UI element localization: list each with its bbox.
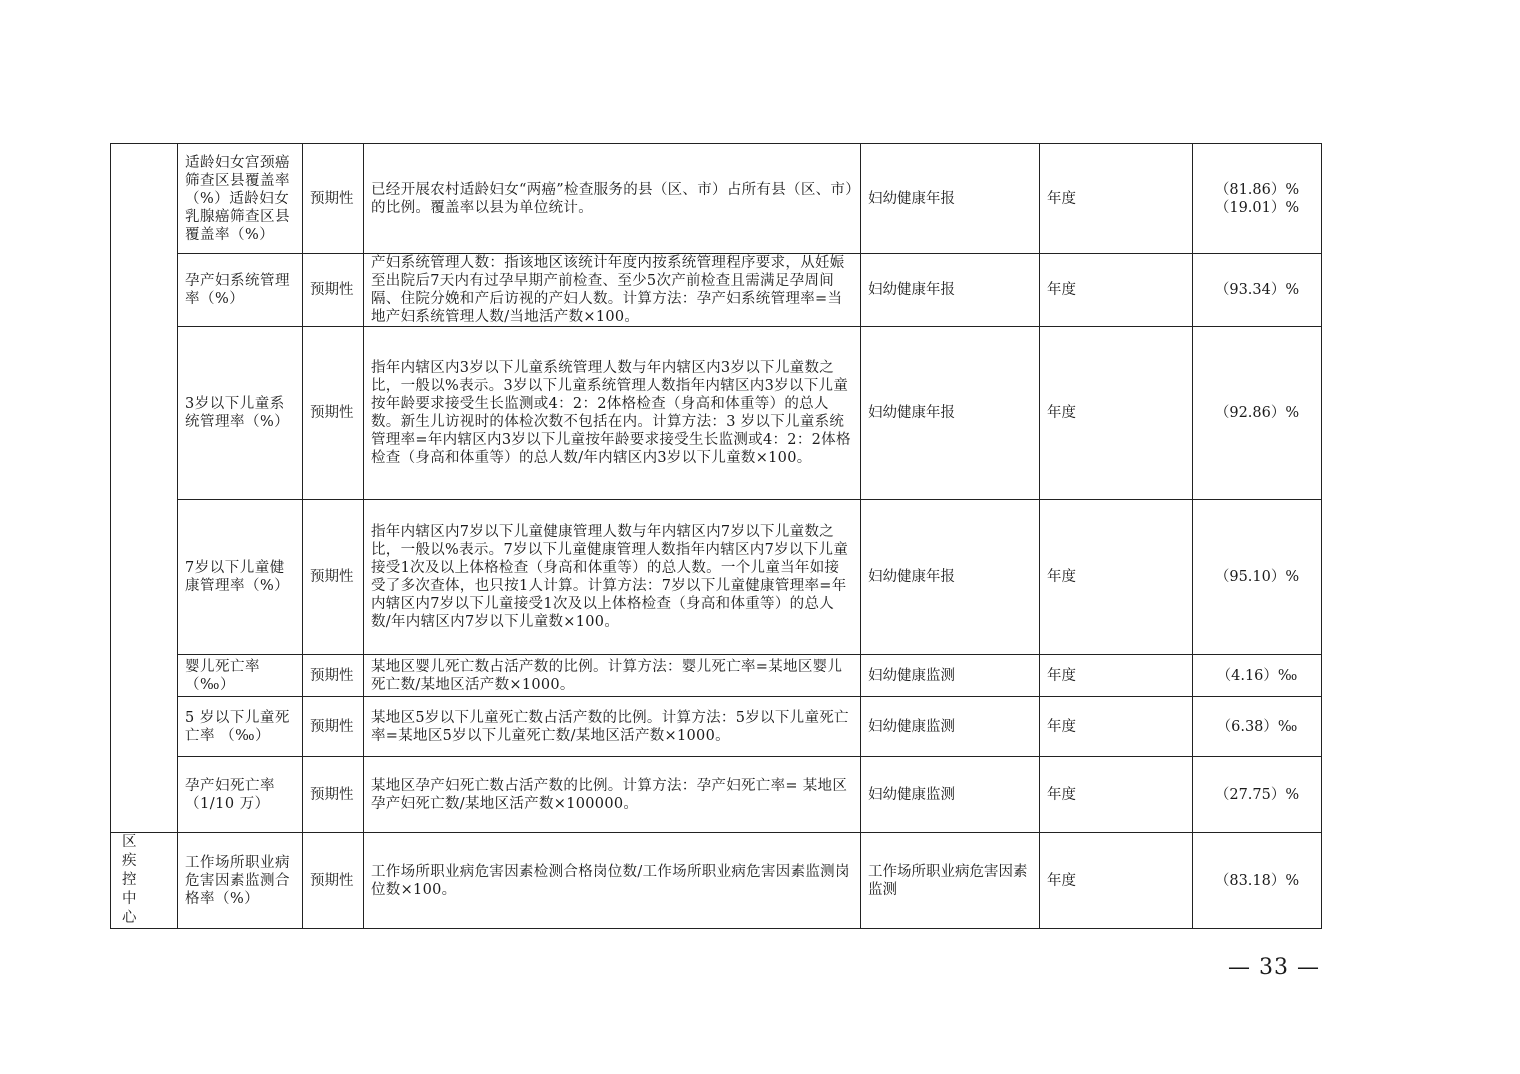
data-source: 妇幼健康年报 — [861, 254, 1040, 327]
baseline-value: （92.86）% — [1193, 327, 1322, 500]
data-source: 妇幼健康监测 — [861, 697, 1040, 757]
indicator-name: 工作场所职业病危害因素监测合格率（%） — [178, 833, 303, 929]
statistic-period: 年度 — [1040, 500, 1193, 655]
indicator-name: 孕产妇系统管理率（%） — [178, 254, 303, 327]
indicator-attribute: 预期性 — [303, 144, 364, 254]
statistic-period: 年度 — [1040, 833, 1193, 929]
indicator-name: 7岁以下儿童健康管理率（%） — [178, 500, 303, 655]
indicator-definition: 某地区5岁以下儿童死亡数占活产数的比例。计算方法：5岁以下儿童死亡率=某地区5岁以下儿童死亡数/某地区活产数×1000。 — [364, 697, 861, 757]
table-row — [111, 757, 1322, 833]
category-label: 区疾控中心 — [122, 834, 151, 926]
page-number: — 33 — — [1228, 955, 1320, 980]
baseline-value — [1193, 144, 1322, 254]
indicator-name: 孕产妇死亡率（1/10 万） — [178, 757, 303, 833]
indicator-definition: 已经开展农村适龄妇女“两癌”检查服务的县（区、市）占所有县（区、市）的比例。覆盖率以县为单位统计。 — [364, 144, 861, 254]
indicator-name: 5 岁以下儿童死亡率 （‰） — [178, 697, 303, 757]
baseline-value: （27.75）% — [1193, 757, 1322, 833]
indicator-attribute: 预期性 — [303, 254, 364, 327]
baseline-value: （83.18）% — [1193, 833, 1322, 929]
data-source: 妇幼健康监测 — [861, 757, 1040, 833]
indicator-definition: 产妇系统管理人数：指该地区该统计年度内按系统管理程序要求，从妊娠至出院后7天内有过孕早期产前检查、至少5次产前检查且需满足孕周间隔、住院分娩和产后访视的产妇人数。计算方法：孕产妇系统管理率=当地产妇系统管理人数/当地活产数×100。 — [364, 254, 861, 327]
statistic-period: 年度 — [1040, 144, 1193, 254]
indicator-attribute: 预期性 — [303, 697, 364, 757]
indicator-attribute: 预期性 — [303, 757, 364, 833]
data-source: 妇幼健康监测 — [861, 655, 1040, 697]
table-row — [111, 144, 1322, 254]
indicator-definition: 指年内辖区内7岁以下儿童健康管理人数与年内辖区内7岁以下儿童数之比，一般以%表示。7岁以下儿童健康管理人数指年内辖区内7岁以下儿童接受1次及以上体格检查（身高和体重等）的总人数。一个儿童当年如接受了多次查体，也只按1人计算。计算方法：7岁以下儿童健康管理率=年内辖区内7岁以下儿童接受1次及以上体格检查（身高和体重等）的总人数/年内辖区内7岁以下儿童数×100。 — [364, 500, 861, 655]
baseline-value-breast: （19.01）% — [1214, 199, 1300, 216]
indicator-definition: 工作场所职业病危害因素检测合格岗位数/工作场所职业病危害因素监测岗位数×100。 — [364, 833, 861, 929]
indicator-attribute: 预期性 — [303, 833, 364, 929]
indicator-table — [110, 143, 1322, 929]
indicator-definition: 某地区孕产妇死亡数占活产数的比例。计算方法：孕产妇死亡率= 某地区孕产妇死亡数/某地区活产数×100000。 — [364, 757, 861, 833]
category-cell — [111, 144, 178, 833]
table-row — [111, 655, 1322, 697]
table-row — [111, 327, 1322, 500]
statistic-period: 年度 — [1040, 655, 1193, 697]
baseline-value: （4.16）‰ — [1193, 655, 1322, 697]
statistic-period: 年度 — [1040, 254, 1193, 327]
table-row — [111, 833, 1322, 929]
data-source: 妇幼健康年报 — [861, 327, 1040, 500]
baseline-value: （95.10）% — [1193, 500, 1322, 655]
indicator-name: 婴儿死亡率（‰） — [178, 655, 303, 697]
data-source: 妇幼健康年报 — [861, 144, 1040, 254]
data-source: 妇幼健康年报 — [861, 500, 1040, 655]
indicator-name: 适龄妇女宫颈癌筛查区县覆盖率（%）适龄妇女乳腺癌筛查区县覆盖率（%） — [178, 144, 303, 254]
statistic-period: 年度 — [1040, 697, 1193, 757]
table-row — [111, 500, 1322, 655]
category-cell — [111, 833, 178, 929]
statistic-period: 年度 — [1040, 757, 1193, 833]
table-row — [111, 697, 1322, 757]
table-row — [111, 254, 1322, 327]
data-source: 工作场所职业病危害因素监测 — [861, 833, 1040, 929]
indicator-attribute: 预期性 — [303, 655, 364, 697]
indicator-name: 3岁以下儿童系统管理率（%） — [178, 327, 303, 500]
indicator-attribute: 预期性 — [303, 327, 364, 500]
statistic-period: 年度 — [1040, 327, 1193, 500]
baseline-value-cervical: （81.86）% — [1214, 181, 1300, 198]
baseline-value: （6.38）‰ — [1193, 697, 1322, 757]
indicator-definition: 指年内辖区内3岁以下儿童系统管理人数与年内辖区内3岁以下儿童数之比，一般以%表示。3岁以下儿童系统管理人数指年内辖区内3岁以下儿童按年龄要求接受生长监测或4：2：2体格检查（身高和体重等）的总人数。新生儿访视时的体检次数不包括在内。计算方法：3 岁以下儿童系统管理率=年内辖区内3岁以下儿童按年龄要求接受生长监测或4：2：2体格检查（身高和体重等）的总人数/年内辖区内3岁以下儿童数×100。 — [364, 327, 861, 500]
indicator-definition: 某地区婴儿死亡数占活产数的比例。计算方法：婴儿死亡率=某地区婴儿死亡数/某地区活产数×1000。 — [364, 655, 861, 697]
baseline-value: （93.34）% — [1193, 254, 1322, 327]
indicator-attribute: 预期性 — [303, 500, 364, 655]
